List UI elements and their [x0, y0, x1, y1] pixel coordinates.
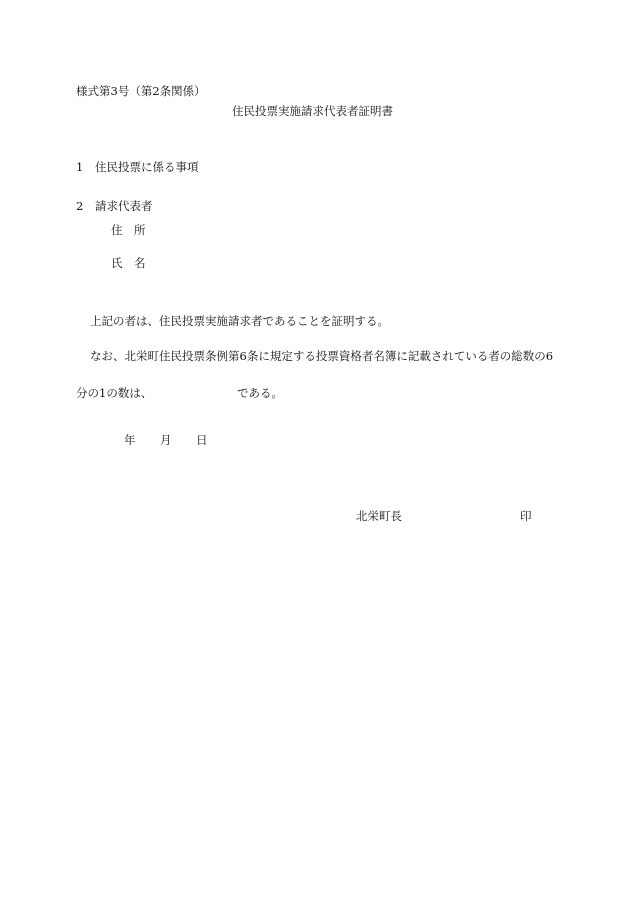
name-label: 氏 名 — [111, 256, 146, 270]
seal-mark: 印 — [520, 509, 532, 523]
signer-title: 北栄町長 — [356, 509, 402, 523]
section1-label: 住民投票に係る事項 — [95, 160, 199, 174]
date-day: 日 — [196, 433, 208, 447]
certify-text: 上記の者は、住民投票実施請求者であることを証明する。 — [90, 314, 389, 328]
date-year: 年 — [124, 433, 136, 447]
form-number: 様式第3号（第2条関係） — [76, 84, 206, 98]
section1-number: 1 — [76, 160, 84, 174]
note-line1: なお、北栄町住民投票条例第6条に規定する投票資格者名簿に記載されている者の総数の6 — [90, 349, 554, 363]
section2-label: 請求代表者 — [95, 199, 153, 213]
date-month: 月 — [160, 433, 172, 447]
address-label: 住 所 — [111, 223, 146, 237]
section2-number: 2 — [76, 199, 84, 213]
note-line2-prefix: 分の1の数は、 — [76, 386, 153, 400]
note-line2-suffix: である。 — [237, 386, 283, 400]
document-title: 住民投票実施請求代表者証明書 — [232, 104, 393, 118]
